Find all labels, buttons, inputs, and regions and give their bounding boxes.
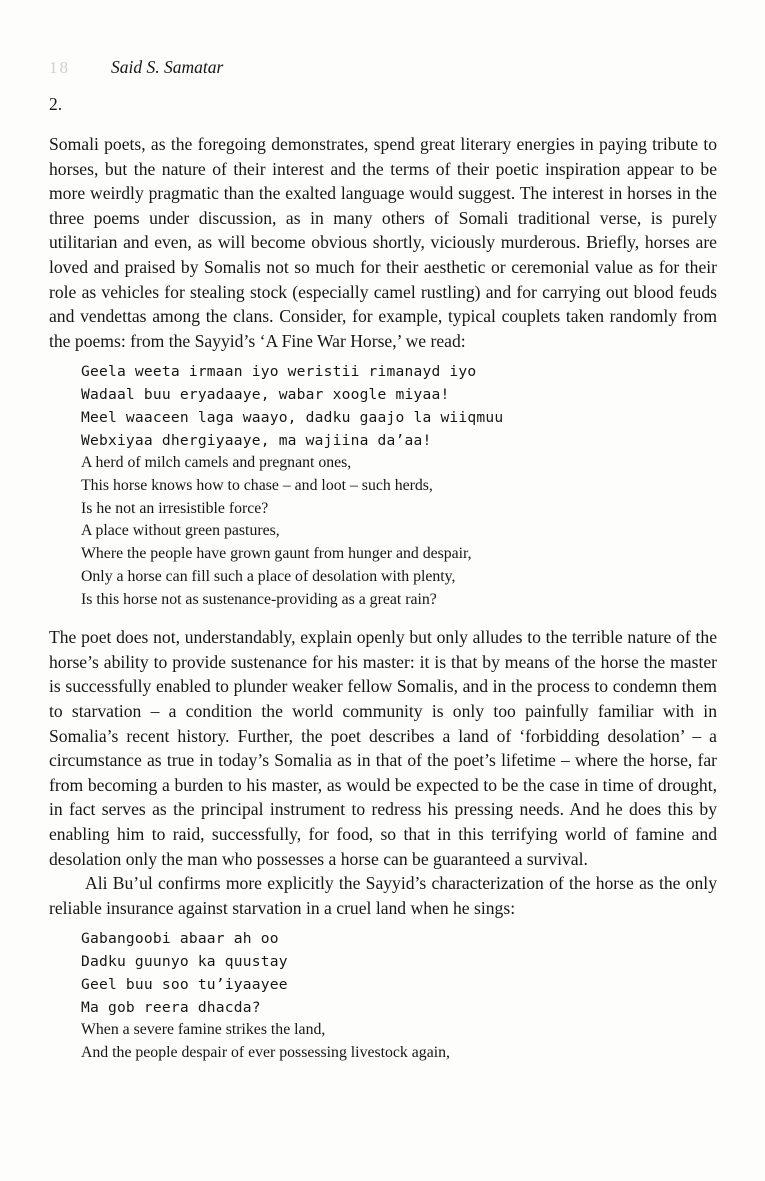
- verse-line-somali: Geela weeta irmaan iyo weristii rimanayd iyo: [81, 363, 477, 381]
- verse-line-somali: Gabangoobi abaar ah oo: [81, 930, 279, 948]
- paragraph-2: The poet does not, understandably, explain openly but only alludes to the terrible nature of the horse’s ability to provide sustenance for his master: it is that by means of the horse the master is successfully enabled to plunder weaker fellow Somalis, and in the process to condemn them to starvation – a condition the world community is only too painfully familiar with in Somalia’s recent history. Further, the poet describes a land of ‘forbidding desolation’ – a circumstance as true in today’s Somalia as in that of the poet’s lifetime – where the horse, far from becoming a burden to his master, as would be expected to be the case in time of drought, in fact serves as the principal instrument to redress his pressing needs. And he does this by enabling him to raid, successfully, for food, so that in this terrifying world of famine and desolation only the man who possesses a horse can be guaranteed a survival.: [49, 627, 717, 869]
- paragraph-3: Ali Bu’ul confirms more explicitly the Sayyid’s characterization of the horse as the only reliable insurance against starvation in a cruel land when he sings:: [49, 873, 717, 918]
- page-number: 18: [49, 58, 70, 77]
- verse-line-english: A place without green pastures,: [81, 522, 280, 540]
- verse-line-english: A herd of milch camels and pregnant ones,: [81, 454, 352, 472]
- verse-line-english: Where the people have grown gaunt from hunger and despair,: [81, 545, 472, 563]
- running-header-author: Said S. Samatar: [111, 57, 224, 77]
- verse-block-1: [81, 360, 717, 611]
- verse-line-english: When a severe famine strikes the land,: [81, 1021, 326, 1039]
- verse-line-somali: Wadaal buu eryadaaye, wabar xoogle miyaa!: [81, 386, 450, 404]
- verse-line-somali: Meel waaceen laga waayo, dadku gaajo la wiiqmuu: [81, 409, 504, 427]
- verse-line-english: Is he not an irresistible force?: [81, 499, 269, 517]
- verse-line-english: And the people despair of ever possessing livestock again,: [81, 1044, 450, 1062]
- running-header: [49, 56, 717, 79]
- verse-line-english: This horse knows how to chase – and loot – such herds,: [81, 477, 433, 495]
- verse-block-2: [81, 927, 717, 1064]
- paragraph-1: Somali poets, as the foregoing demonstrates, spend great literary energies in paying tribute to horses, but the nature of their interest and the terms of their poetic inspiration appear to be more weirdly pragmatic than the exalted language would suggest. The interest in horses in the three poems under discussion, as in many others of Somali traditional verse, is purely utilitarian and even, as will become obvious shortly, viciously murderous. Briefly, horses are loved and praised by Somalis not so much for their aesthetic or ceremonial value as for their role as vehicles for stealing stock (especially camel rustling) and for carrying out blood feuds and vendettas among the clans. Consider, for example, typical couplets taken randomly from the poems: from the Sayyid’s ‘A Fine War Horse,’ we read:: [49, 134, 717, 351]
- verse-line-somali: Webxiyaa dhergiyaaye, ma wajiina da’aa!: [81, 432, 432, 450]
- verse-line-somali: Ma gob reera dhacda?: [81, 999, 261, 1017]
- verse-line-somali: Dadku guunyo ka quustay: [81, 953, 288, 971]
- verse-line-english: Is this horse not as sustenance-providing as a great rain?: [81, 590, 437, 608]
- verse-line-english: Only a horse can fill such a place of desolation with plenty,: [81, 567, 456, 585]
- verse-line-somali: Geel buu soo tu’iyaayee: [81, 976, 288, 994]
- section-number: 2.: [49, 94, 63, 114]
